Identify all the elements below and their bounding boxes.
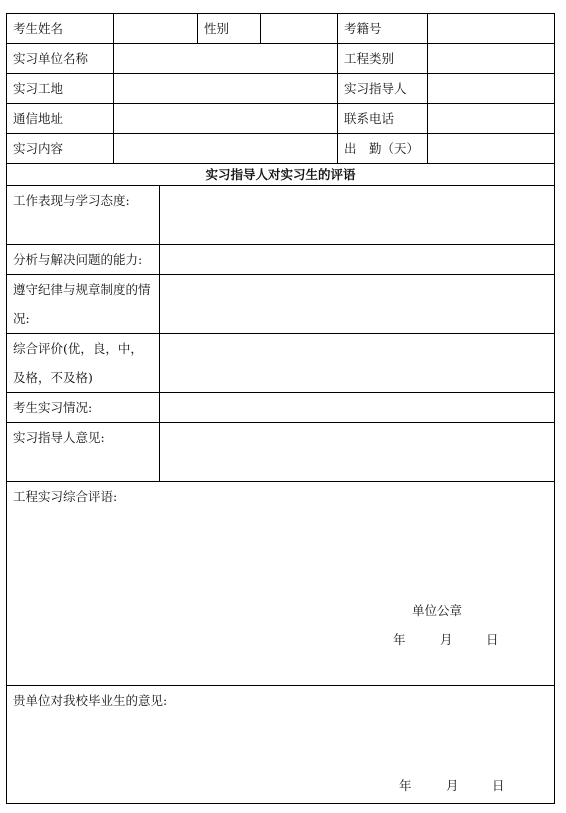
summary-label: 工程实习综合评语: <box>13 489 118 504</box>
discipline-label: 遵守纪律与规章制度的情况: <box>7 275 160 334</box>
content-label: 实习内容 <box>7 134 114 164</box>
phone-field[interactable] <box>428 104 555 134</box>
form-table <box>6 13 555 804</box>
overall-label: 综合评价(优，良，中，及格，不及格) <box>7 334 160 393</box>
project-type-field[interactable] <box>428 44 555 74</box>
employer-box[interactable] <box>7 686 555 804</box>
attendance-field[interactable] <box>428 134 555 164</box>
mentor-opinion-label: 实习指导人意见: <box>7 423 160 482</box>
gender-label: 性别 <box>198 14 261 44</box>
employer-date <box>399 771 505 800</box>
employer-month: 月 <box>446 778 459 793</box>
attendance-label: 出 勤（天） <box>338 134 428 164</box>
mentor-field[interactable] <box>428 74 555 104</box>
name-field[interactable] <box>114 14 198 44</box>
phone-label: 联系电话 <box>338 104 428 134</box>
site-field[interactable] <box>114 74 338 104</box>
mentor-opinion-field[interactable] <box>160 423 555 482</box>
project-type-label: 工程类别 <box>338 44 428 74</box>
summary-month: 月 <box>440 632 453 647</box>
employer-year: 年 <box>399 778 412 793</box>
employer-label: 贵单位对我校毕业生的意见: <box>13 693 168 708</box>
address-label: 通信地址 <box>7 104 114 134</box>
situation-field[interactable] <box>160 393 555 423</box>
analysis-field[interactable] <box>160 245 555 275</box>
performance-field[interactable] <box>160 186 555 245</box>
name-label: 考生姓名 <box>7 14 114 44</box>
summary-year: 年 <box>393 632 406 647</box>
discipline-field[interactable] <box>160 275 555 334</box>
unit-field[interactable] <box>114 44 338 74</box>
unit-label: 实习单位名称 <box>7 44 114 74</box>
address-field[interactable] <box>114 104 338 134</box>
overall-field[interactable] <box>160 334 555 393</box>
origin-field[interactable] <box>428 14 555 44</box>
section-title: 实习指导人对实习生的评语 <box>7 164 555 186</box>
summary-date <box>393 625 499 654</box>
summary-box[interactable] <box>7 482 555 686</box>
content-field[interactable] <box>114 134 338 164</box>
summary-day: 日 <box>486 632 499 647</box>
gender-field[interactable] <box>261 14 338 44</box>
situation-label: 考生实习情况: <box>7 393 160 423</box>
site-label: 实习工地 <box>7 74 114 104</box>
origin-label: 考籍号 <box>338 14 428 44</box>
mentor-label: 实习指导人 <box>338 74 428 104</box>
summary-stamp-label: 单位公章 <box>412 603 463 618</box>
analysis-label: 分析与解决问题的能力: <box>7 245 160 275</box>
internship-form <box>6 13 554 804</box>
performance-label: 工作表现与学习态度: <box>7 186 160 245</box>
employer-day: 日 <box>492 778 505 793</box>
